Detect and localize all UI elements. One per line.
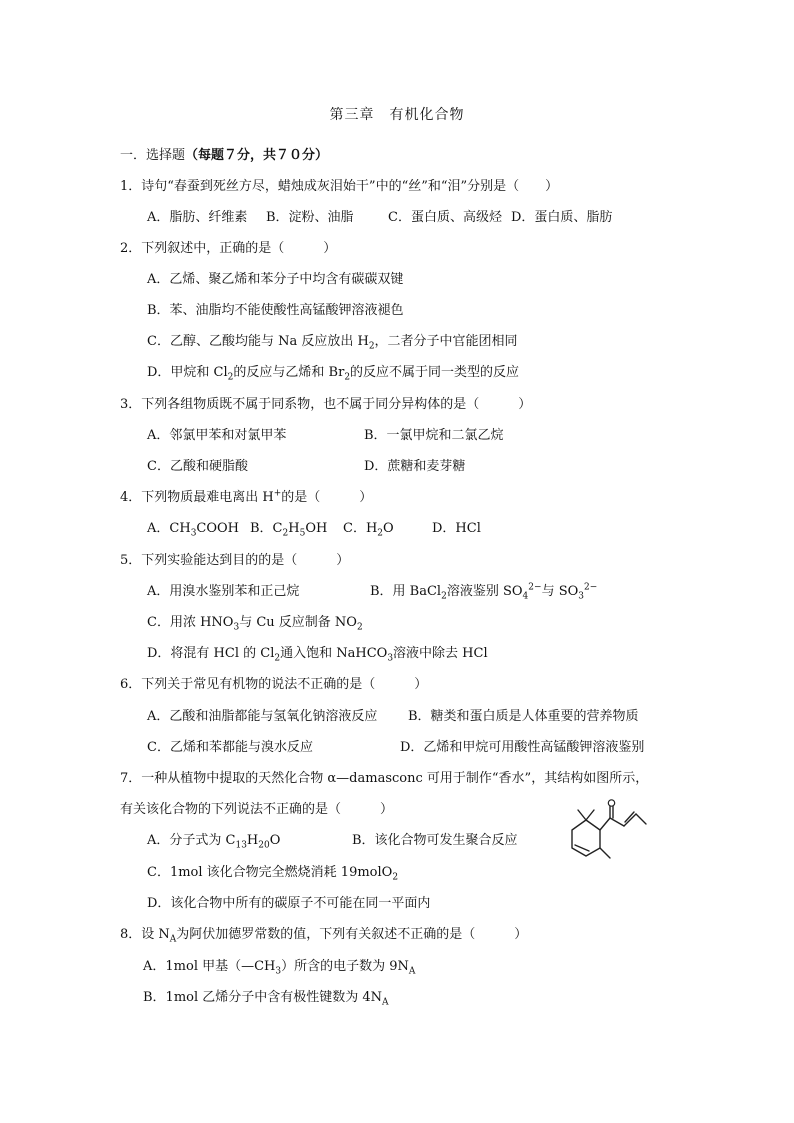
question-3-option-d: D．蔗糖和麦芽糖 [364,459,466,474]
question-8-option-a: A．1mol 甲基$(—CH_3)$所含的电子数为 $9N_A$ [143,959,416,977]
question-2-option-b: B．苯、油脂均不能使酸性高锰酸钾溶液褪色 [147,303,404,318]
section-note: （每题７分，共７０分） [185,148,329,163]
question-1-option-a: A．脂肪、纤维素 [147,210,248,225]
question-5-option-a: A．用溴水鉴别苯和正己烷 [147,584,300,599]
question-8-option-b: B．1mol 乙烯分子中含有极性键数为 $4N_A$ [143,990,389,1008]
question-1-option-b: B．淀粉、油脂 [266,210,354,225]
question-7-stem-line-2: 有关该化合物的下列说法不正确的是（ ） [120,802,394,817]
question-2-stem: 2．下列叙述中，正确的是（ ） [120,241,337,256]
section-heading [120,147,328,165]
question-1-stem: 1．诗句“春蚕到死丝方尽，蜡烛成灰泪始干”中的“丝”和“泪”分别是（ ） [120,179,559,194]
question-2-option-c: C．乙醇、乙酸均能与 Na 反应放出 $H_2$，二者分子中官能团相同 [147,334,518,352]
question-6-option-a: A．乙酸和油脂都能与氢氧化钠溶液反应 [147,709,378,724]
question-7-option-c: C．1mol 该化合物完全燃烧消耗 19molO$_2$ [147,865,399,883]
question-7-option-d: D．该化合物中所有的碳原子不可能在同一平面内 [147,896,431,911]
question-7-option-b: B．该化合物可发生聚合反应 [352,833,518,848]
question-4-option-b: B．$C_2H_5OH$ [250,521,328,539]
question-3-option-c: C．乙酸和硬脂酸 [147,459,248,474]
question-6-option-c: C．乙烯和苯都能与溴水反应 [147,740,313,755]
question-1-option-d: D．蛋白质、脂肪 [511,210,613,225]
question-4-option-a: A．$CH_3COOH$ [147,521,240,539]
page-title: 第三章 有机化合物 [329,107,465,123]
question-4-stem: 4．下列物质最难电离出 H+的是（ ） [120,488,373,505]
question-3-option-a: A．邻氯甲苯和对氯甲苯 [147,428,287,443]
question-4-option-d: D．HCl [432,521,481,536]
question-3-stem: 3．下列各组物质既不属于同系物，也不属于同分异构体的是（ ） [120,397,532,412]
question-6-stem: 6．下列关于常见有机物的说法不正确的是（ ） [120,677,428,692]
question-2-option-d: D．甲烷和 $Cl_2$的反应与乙烯和 $Br_2$的反应不属于同一类型的反应 [147,365,520,383]
alpha-damascone-structure-icon [556,798,652,864]
question-3-option-b: B．一氯甲烷和二氯乙烷 [364,428,504,443]
question-5-option-c: C．用浓 $HNO_3$与 Cu 反应制备 $NO_2$ [147,615,363,633]
question-7-option-a: A．分子式为 $C_{13}H_{20}O$ [147,833,281,851]
question-1-option-c: C．蛋白质、高级烃 [388,210,502,225]
question-5-option-b: B．用 BaCl$_2$溶液鉴别 $SO_4^{2-}$与 $SO_3^{2-}$ [370,582,598,602]
question-8-stem: 8．设 $N_A$为阿伏加德罗常数的值，下列有关叙述不正确的是（ ） [120,927,528,945]
section-prefix: 一．选择题 [120,148,186,163]
question-6-option-d: D．乙烯和甲烷可用酸性高锰酸钾溶液鉴别 [400,740,645,755]
question-4-option-c: C．$H_2O$ [343,521,394,539]
question-6-option-b: B．糖类和蛋白质是人体重要的营养物质 [408,709,639,724]
question-2-option-a: A．乙烯、聚乙烯和苯分子中均含有碳碳双键 [147,272,404,287]
question-5-option-d: D．将混有 HCl 的 $Cl_2$通入饱和 NaHCO$_3$溶液中除去 HCl [147,646,488,664]
question-7-stem-line-1: 7．一种从植物中提取的天然化合物 α—damasconc 可用于制作“香水”，其结构如图所示， [120,771,649,786]
question-5-stem: 5．下列实验能达到目的的是（ ） [120,553,350,568]
